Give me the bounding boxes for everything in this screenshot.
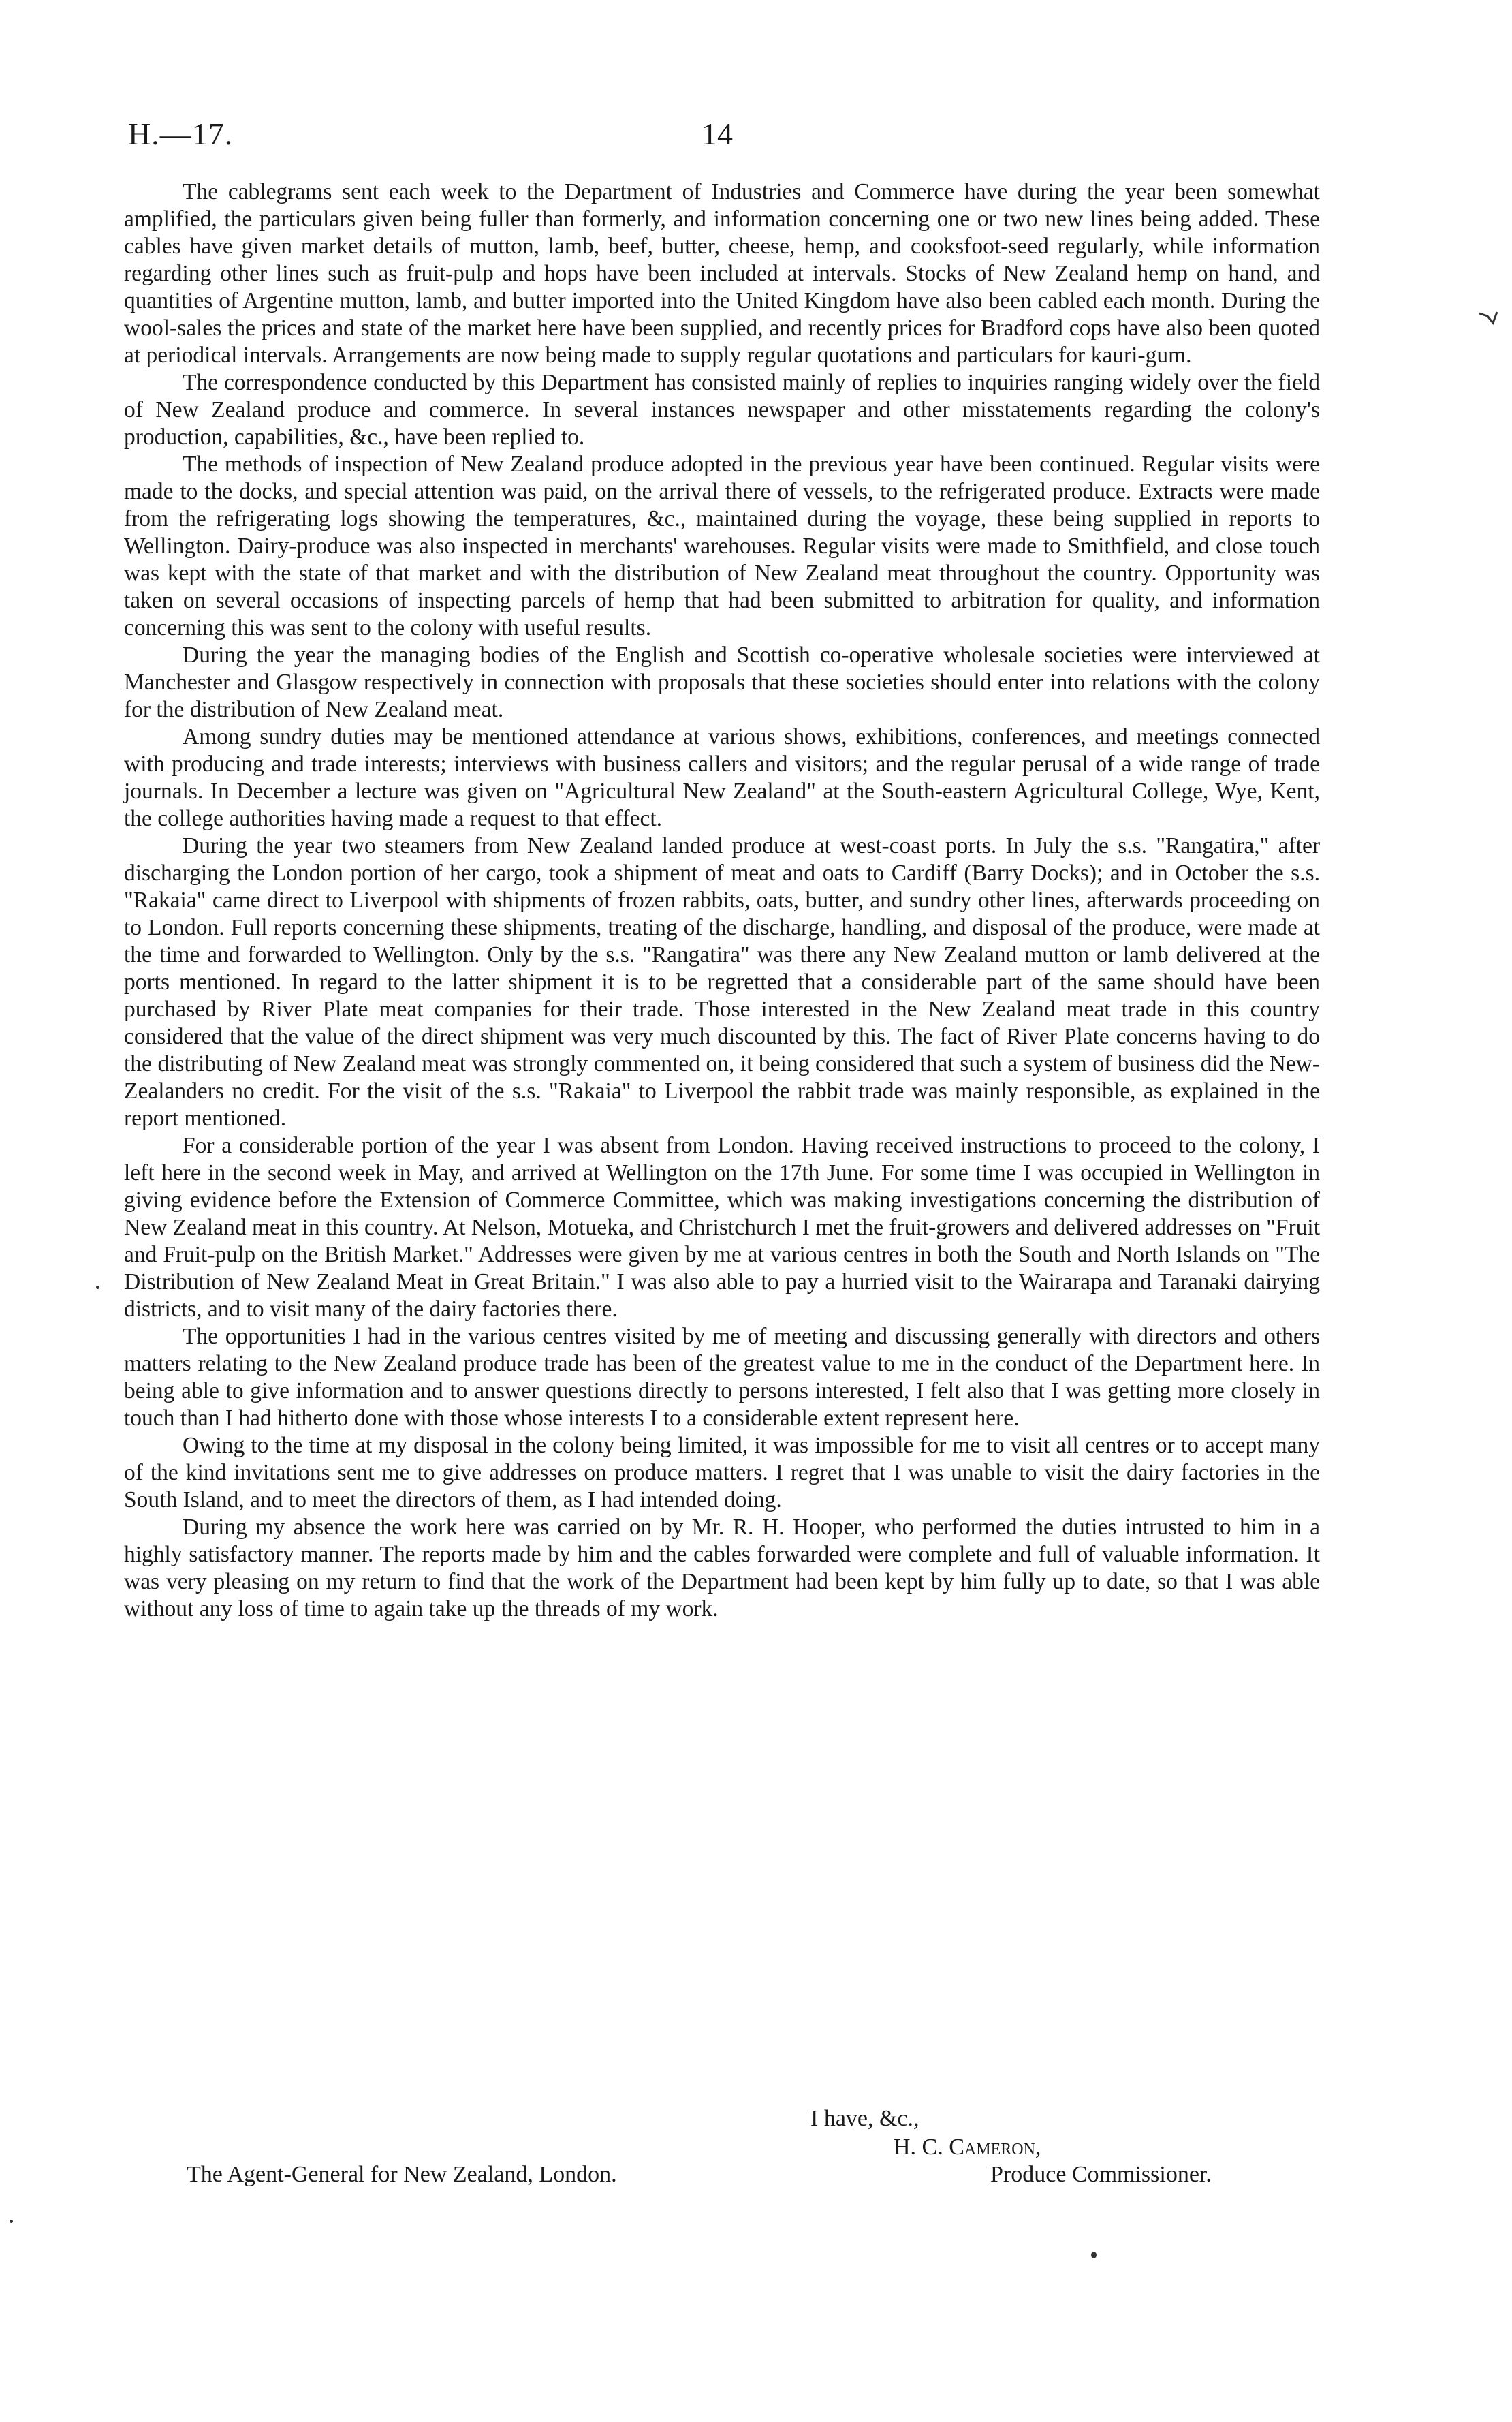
signatory-name: H. C. Cameron, [894, 2134, 1041, 2160]
paragraph-cooperative-societies: During the year the managing bodies of the English and Scottish co-operative wholesale societies were interviewed at Manchester and Glasgow respectively in connection with proposals that these societies should enter into relations with the colony for the distribution of New Zealand meat. [124, 642, 1320, 722]
paragraph-steamers: During the year two steamers from New Zealand landed produce at west-coast ports. In July the s.s. "Rangatira," after discharging the London portion of her cargo, took a shipment of meat and oats to Cardiff (Barry Docks); and in October the s.s. "Rakaia" came direct to Liverpool with shipments of frozen rabbits, oats, butter, and sundry other lines, afterwards proceeding on to London. Full reports concerning these shipments, treating of the discharge, handling, and disposal of the produce, were made at the time and forwarded to Wellington. Only by the s.s. "Rangatira" was there any New Zealand mutton or lamb delivered at the ports mentioned. In regard to the latter shipment it is to be regretted that a considerable part of the same should have been purchased by River Plate meat companies for their trade. Those interested in the New Zealand meat trade in this country considered that the value of the direct shipment was very much discounted by this. The fact of River Plate concerns having to do the distributing of New Zealand meat was strongly commented on, it being considered that such a system of business did the New-Zealanders no credit. For the visit of the s.s. "Rakaia" to Liverpool the rabbit trade was mainly responsible, as explained in the report mentioned. [124, 833, 1320, 1131]
paragraph-absence: For a considerable portion of the year I was absent from London. Having received instructions to proceed to the colony, I left here in the second week in May, and arrived at Wellington on the 17th June. For some time I was occupied in Wellington in giving evidence before the Extension of Commerce Committee, which was making investigations concerning the distribution of New Zealand meat in this country. At Nelson, Motueka, and Christchurch I met the fruit-growers and delivered addresses on "Fruit and Fruit-pulp on the British Market." Addresses were given by me at various centres in both the South and North Islands on "The Distribution of New Zealand Meat in Great Britain." I was also able to pay a hurried visit to the Wairarapa and Taranaki dairying districts, and to visit many of the dairy factories there. [124, 1133, 1320, 1322]
scan-speck-icon [1091, 2252, 1097, 2258]
signatory-title: Produce Commissioner. [990, 2162, 1212, 2187]
paragraph-hooper: During my absence the work here was carried on by Mr. R. H. Hooper, who performed the duties intrusted to him in a highly satisfactory manner. The reports made by him and the cables forwarded were complete and full of valuable information. It was very pleasing on my return to find that the work of the Department had been kept by him fully up to date, so that I was able without any loss of time to again take up the threads of my work. [124, 1515, 1320, 1621]
document-id: H.—17. [128, 117, 234, 151]
report-body [124, 178, 1320, 1623]
paragraph-sundry-duties: Among sundry duties may be mentioned attendance at various shows, exhibitions, conferences, and meetings connected with producing and trade interests; interviews with business callers and visitors; and the regular perusal of a wide range of trade journals. In December a lecture was given on "Agricultural New Zealand" at the South-eastern Agricultural College, Wye, Kent, the college authorities having made a request to that effect. [124, 724, 1320, 831]
closing-salutation: I have, &c., [810, 2106, 919, 2131]
scan-speck-icon [96, 1286, 99, 1289]
paragraph-correspondence: The correspondence conducted by this Department has consisted mainly of replies to inquiries ranging widely over the field of New Zealand produce and commerce. In several instances newspaper and other misstatements regarding the colony's production, capabilities, &c., have been replied to. [124, 370, 1320, 450]
page-number: 14 [702, 117, 733, 151]
paragraph-time-limited: Owing to the time at my disposal in the colony being limited, it was impossible for me to visit all centres or to accept many of the kind invitations sent me to give addresses on produce matters. I regret that I was unable to visit the dairy factories in the South Island, and to meet the directors of them, as I had intended doing. [124, 1433, 1320, 1512]
scan-mark-icon [1478, 308, 1501, 328]
paragraph-cablegrams: The cablegrams sent each week to the Department of Industries and Commerce have during the year been somewhat amplified, the particulars given being fuller than formerly, and information concerning one or two new lines being added. These cables have given market details of mutton, lamb, beef, butter, cheese, hemp, and cooksfoot-seed regularly, while information regarding other lines such as fruit-pulp and hops have been included at intervals. Stocks of New Zealand hemp on hand, and quantities of Argentine mutton, lamb, and butter imported into the United Kingdom have also been cabled each month. During the wool-sales the prices and state of the market here have been supplied, and recently prices for Bradford cops have also been quoted at periodical intervals. Arrangements are now being made to supply regular quotations and particulars for kauri-gum. [124, 179, 1320, 368]
paragraph-opportunities: The opportunities I had in the various centres visited by me of meeting and discussing generally with directors and others matters relating to the New Zealand produce trade has been of the greatest value to me in the conduct of the Department here. In being able to give information and to answer questions directly to persons interested, I felt also that I was getting more closely in touch than I had hitherto done with those whose interests I to a considerable extent represent here. [124, 1324, 1320, 1431]
scan-speck-icon [10, 2220, 13, 2223]
addressee: The Agent-General for New Zealand, London. [187, 2162, 617, 2187]
paragraph-inspection: The methods of inspection of New Zealand produce adopted in the previous year have been continued. Regular visits were made to the docks, and special attention was paid, on the arrival there of vessels, to the refrigerated produce. Extracts were made from the refrigerating logs showing the temperatures, &c., maintained during the voyage, these being supplied in reports to Wellington. Dairy-produce was also inspected in merchants' warehouses. Regular visits were made to Smithfield, and close touch was kept with the state of that market and with the distribution of New Zealand meat throughout the country. Opportunity was taken on several occasions of inspecting parcels of hemp that had been submitted to arbitration for quality, and information concerning this was sent to the colony with useful results. [124, 452, 1320, 640]
